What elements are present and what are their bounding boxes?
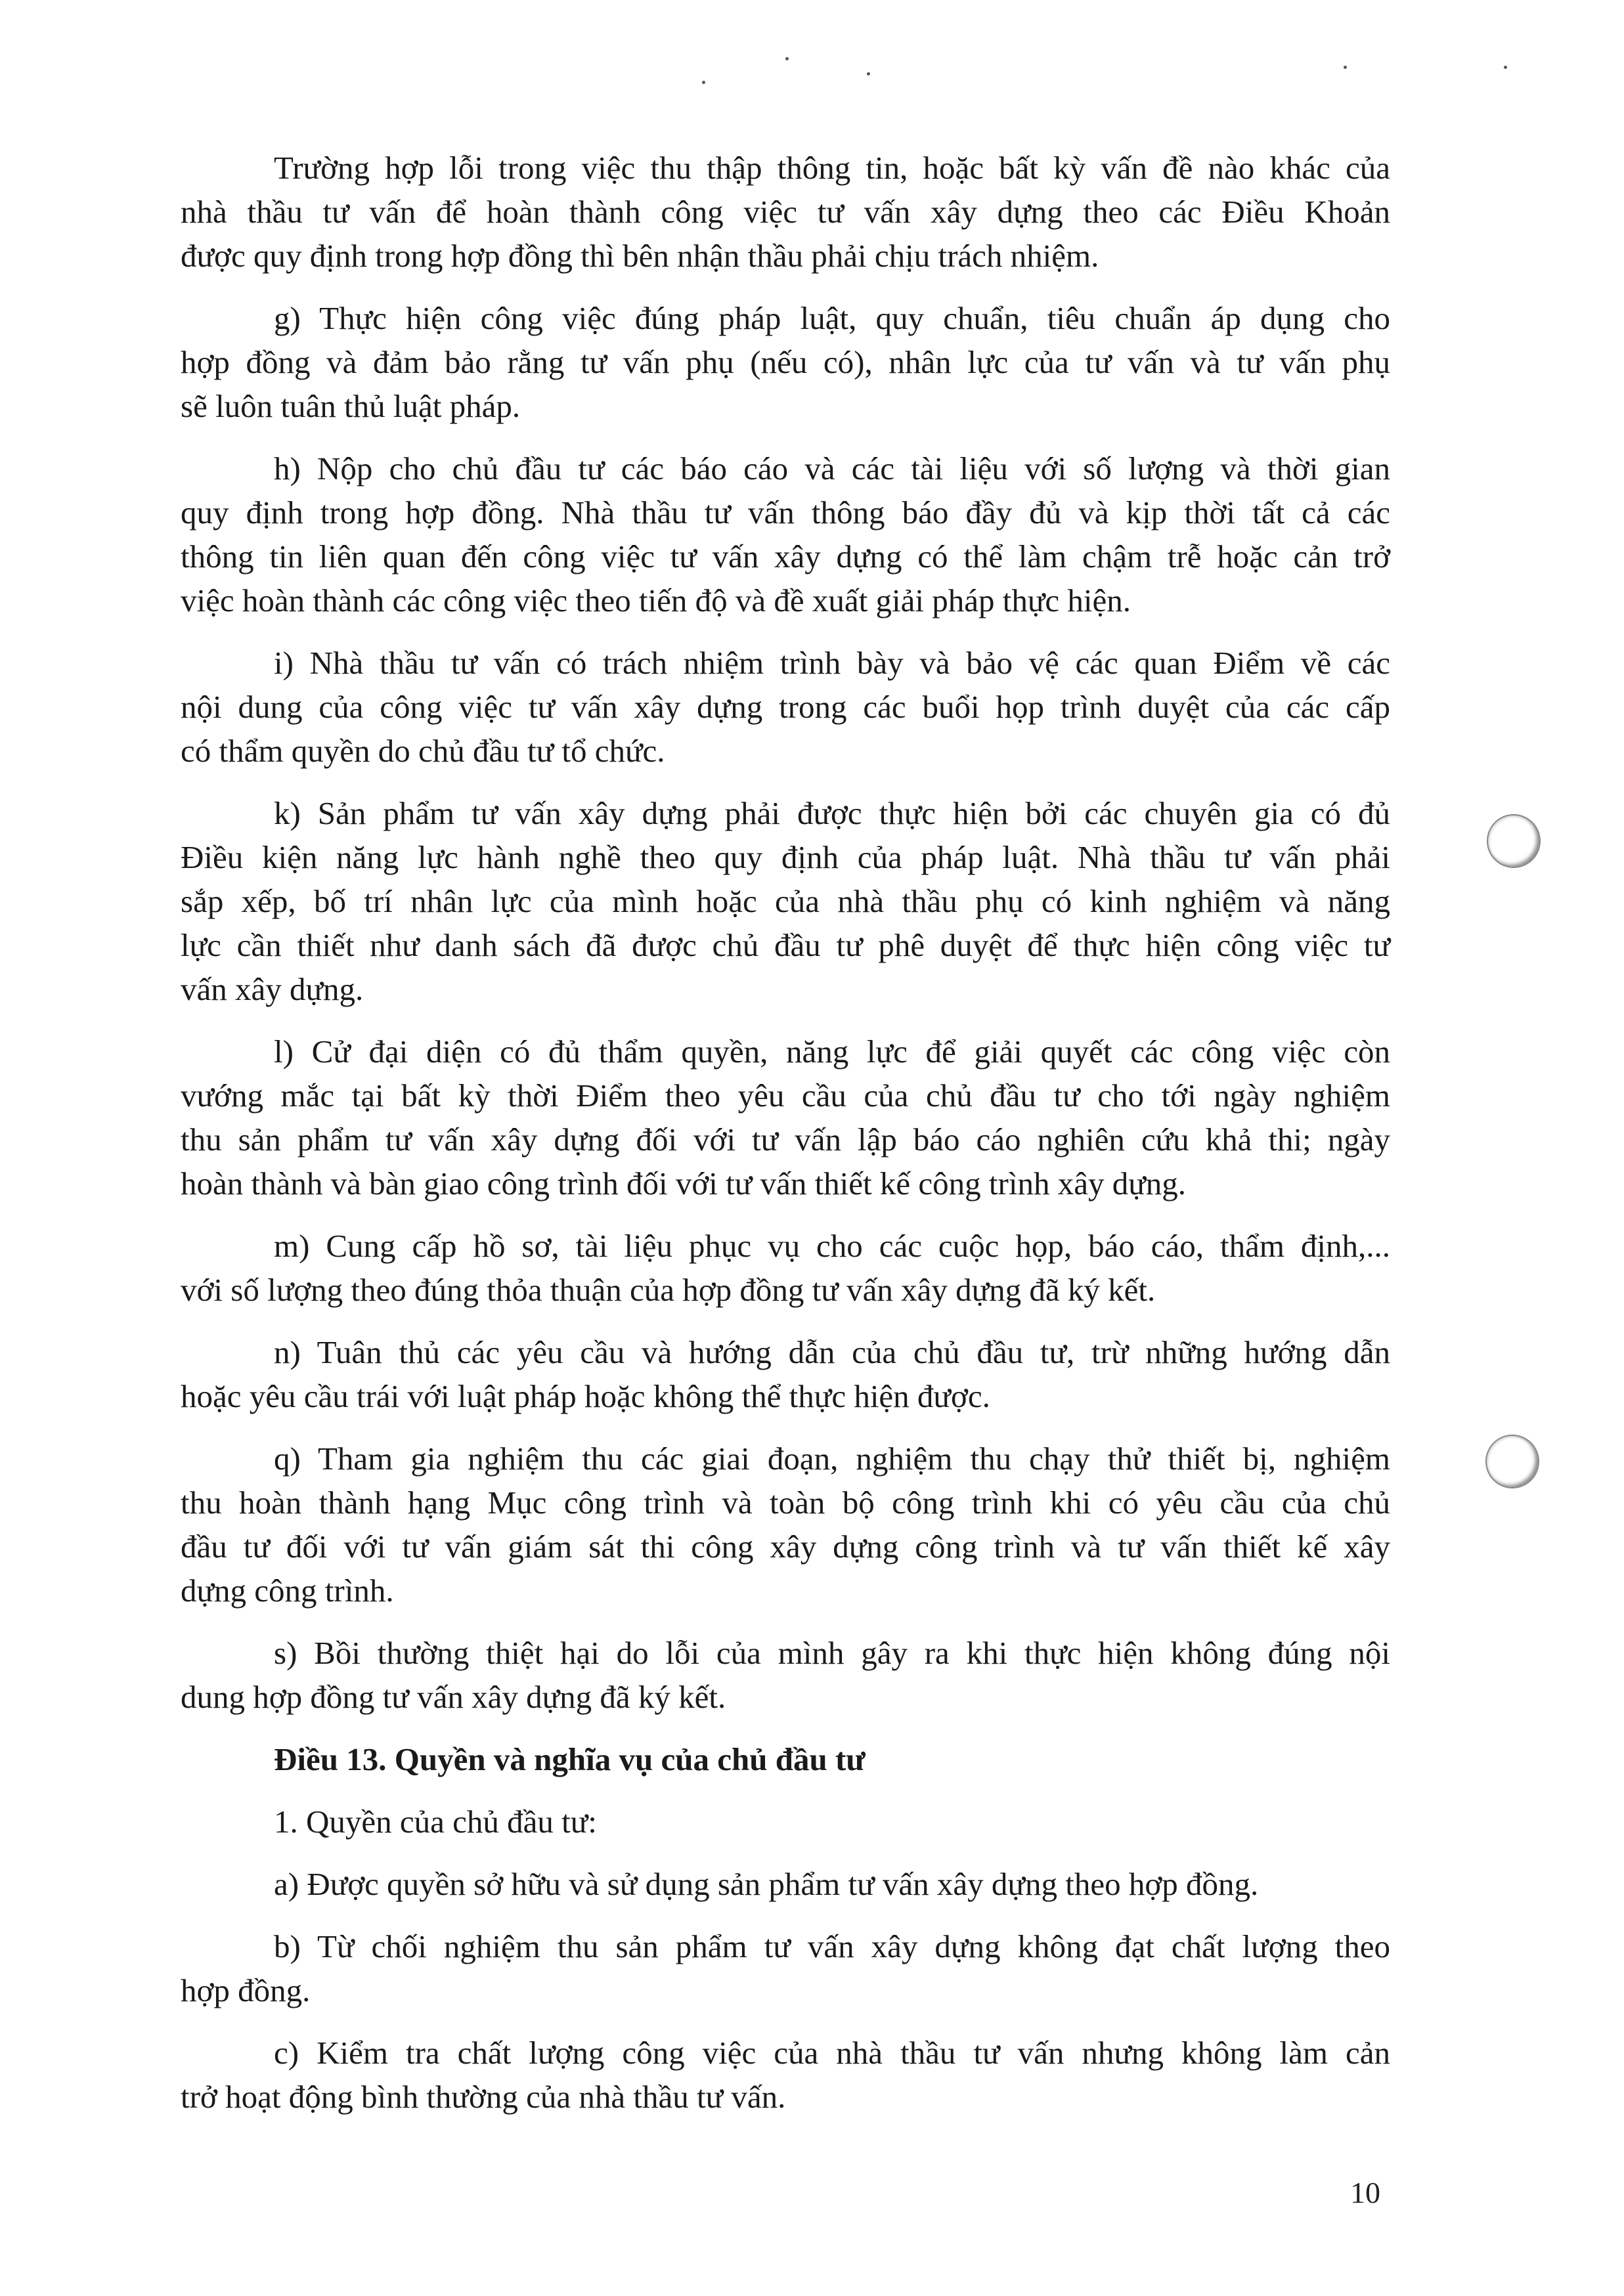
- paragraph: [181, 1330, 1390, 1418]
- text-line: Trường hợp lỗi trong việc thu thập thông tin, hoặc bất kỳ vấn đề nào khác của: [274, 150, 1390, 186]
- text-line: q) Tham gia nghiệm thu các giai đoạn, nghiệm thu chạy thử thiết bị, nghiệm: [274, 1440, 1390, 1477]
- paragraph: [181, 1800, 1390, 1844]
- scan-speck: [1344, 66, 1347, 69]
- text-line: g) Thực hiện công việc đúng pháp luật, quy chuẩn, tiêu chuẩn áp dụng cho: [274, 300, 1390, 336]
- text-line: 1. Quyền của chủ đầu tư:: [274, 1804, 597, 1840]
- scan-speck: [702, 81, 705, 84]
- paragraphs-before-heading: [181, 146, 1390, 1719]
- paragraph: [181, 146, 1390, 278]
- paragraphs-after-heading: [181, 1800, 1390, 2119]
- punch-hole: [1487, 814, 1541, 868]
- text-line: hợp đồng.: [181, 1972, 311, 2008]
- scan-speck: [1504, 66, 1507, 69]
- text-line: k) Sản phẩm tư vấn xây dựng phải được thực hiện bởi các chuyên gia có đủ: [274, 795, 1390, 831]
- text-line: b) Từ chối nghiệm thu sản phẩm tư vấn xây dựng không đạt chất lượng theo: [274, 1928, 1390, 1964]
- text-line: n) Tuân thủ các yêu cầu và hướng dẫn của chủ đầu tư, trừ những hướng dẫn: [274, 1334, 1390, 1370]
- text-line: c) Kiểm tra chất lượng công việc của nhà thầu tư vấn nhưng không làm cản: [274, 2035, 1390, 2071]
- paragraph: [181, 641, 1390, 773]
- text-line: sẽ luôn tuân thủ luật pháp.: [181, 388, 521, 424]
- paragraph: [181, 791, 1390, 1011]
- text-line: s) Bồi thường thiệt hại do lỗi của mình gây ra khi thực hiện không đúng nội: [274, 1635, 1390, 1671]
- scan-speck: [867, 72, 870, 76]
- document-body: [181, 146, 1390, 2137]
- text-line: dung hợp đồng tư vấn xây dựng đã ký kết.: [181, 1679, 726, 1715]
- text-line: vướng mắc tại bất kỳ thời Điểm theo yêu cầu của chủ đầu tư cho tới ngày nghiệm: [181, 1077, 1390, 1114]
- paragraph: [181, 1924, 1390, 2012]
- text-line: sắp xếp, bố trí nhân lực của mình hoặc của nhà thầu phụ có kinh nghiệm và năng: [181, 883, 1390, 919]
- text-line: có thẩm quyền do chủ đầu tư tổ chức.: [181, 733, 665, 769]
- paragraph: [181, 1862, 1390, 1906]
- section-heading: Điều 13. Quyền và nghĩa vụ của chủ đầu tư: [274, 1741, 866, 1777]
- text-line: hoặc yêu cầu trái với luật pháp hoặc không thể thực hiện được.: [181, 1378, 990, 1414]
- text-line: hoàn thành và bàn giao công trình đối với tư vấn thiết kế công trình xây dựng.: [181, 1165, 1187, 1202]
- text-line: nhà thầu tư vấn để hoàn thành công việc tư vấn xây dựng theo các Điều Khoản: [181, 194, 1390, 230]
- text-line: a) Được quyền sở hữu và sử dụng sản phẩm tư vấn xây dựng theo hợp đồng.: [274, 1866, 1259, 1902]
- text-line: trở hoạt động bình thường của nhà thầu tư vấn.: [181, 2079, 786, 2115]
- text-line: thu sản phẩm tư vấn xây dựng đối với tư vấn lập báo cáo nghiên cứu khả thi; ngày: [181, 1121, 1390, 1158]
- paragraph: [181, 1631, 1390, 1719]
- paragraph: [181, 2031, 1390, 2119]
- text-line: m) Cung cấp hồ sơ, tài liệu phục vụ cho các cuộc họp, báo cáo, thẩm định,...: [274, 1228, 1390, 1264]
- text-line: lực cần thiết như danh sách đã được chủ đầu tư phê duyệt để thực hiện công việc tư: [181, 927, 1390, 963]
- text-line: i) Nhà thầu tư vấn có trách nhiệm trình bày và bảo vệ các quan Điểm về các: [274, 645, 1390, 681]
- text-line: h) Nộp cho chủ đầu tư các báo cáo và các tài liệu với số lượng và thời gian: [274, 450, 1390, 487]
- scan-speck: [785, 57, 789, 60]
- text-line: vấn xây dựng.: [181, 971, 364, 1007]
- text-line: quy định trong hợp đồng. Nhà thầu tư vấn thông báo đầy đủ và kịp thời tất cả các: [181, 494, 1390, 531]
- text-line: dựng công trình.: [181, 1572, 394, 1609]
- paragraph: [181, 446, 1390, 622]
- text-line: thông tin liên quan đến công việc tư vấn xây dựng có thể làm chậm trễ hoặc cản trở: [181, 538, 1390, 574]
- paragraph: [181, 1029, 1390, 1205]
- paragraph: [181, 296, 1390, 428]
- text-line: l) Cử đại diện có đủ thẩm quyền, năng lực để giải quyết các công việc còn: [274, 1033, 1390, 1070]
- page-number: 10: [1350, 2176, 1380, 2209]
- text-line: nội dung của công việc tư vấn xây dựng trong các buổi họp trình duyệt của các cấp: [181, 689, 1390, 725]
- text-line: hợp đồng và đảm bảo rằng tư vấn phụ (nếu có), nhân lực của tư vấn và tư vấn phụ: [181, 344, 1390, 380]
- punch-hole: [1485, 1435, 1539, 1488]
- text-line: thu hoàn thành hạng Mục công trình và toàn bộ công trình khi có yêu cầu của chủ: [181, 1484, 1390, 1521]
- text-line: đầu tư đối với tư vấn giám sát thi công xây dựng công trình và tư vấn thiết kế xây: [181, 1528, 1390, 1565]
- text-line: Điều kiện năng lực hành nghề theo quy định của pháp luật. Nhà thầu tư vấn phải: [181, 839, 1390, 875]
- paragraph: [181, 1224, 1390, 1312]
- text-line: được quy định trong hợp đồng thì bên nhận thầu phải chịu trách nhiệm.: [181, 238, 1099, 274]
- paragraph: [181, 1437, 1390, 1613]
- text-line: việc hoàn thành các công việc theo tiến độ và đề xuất giải pháp thực hiện.: [181, 582, 1131, 618]
- text-line: với số lượng theo đúng thỏa thuận của hợp đồng tư vấn xây dựng đã ký kết.: [181, 1272, 1156, 1308]
